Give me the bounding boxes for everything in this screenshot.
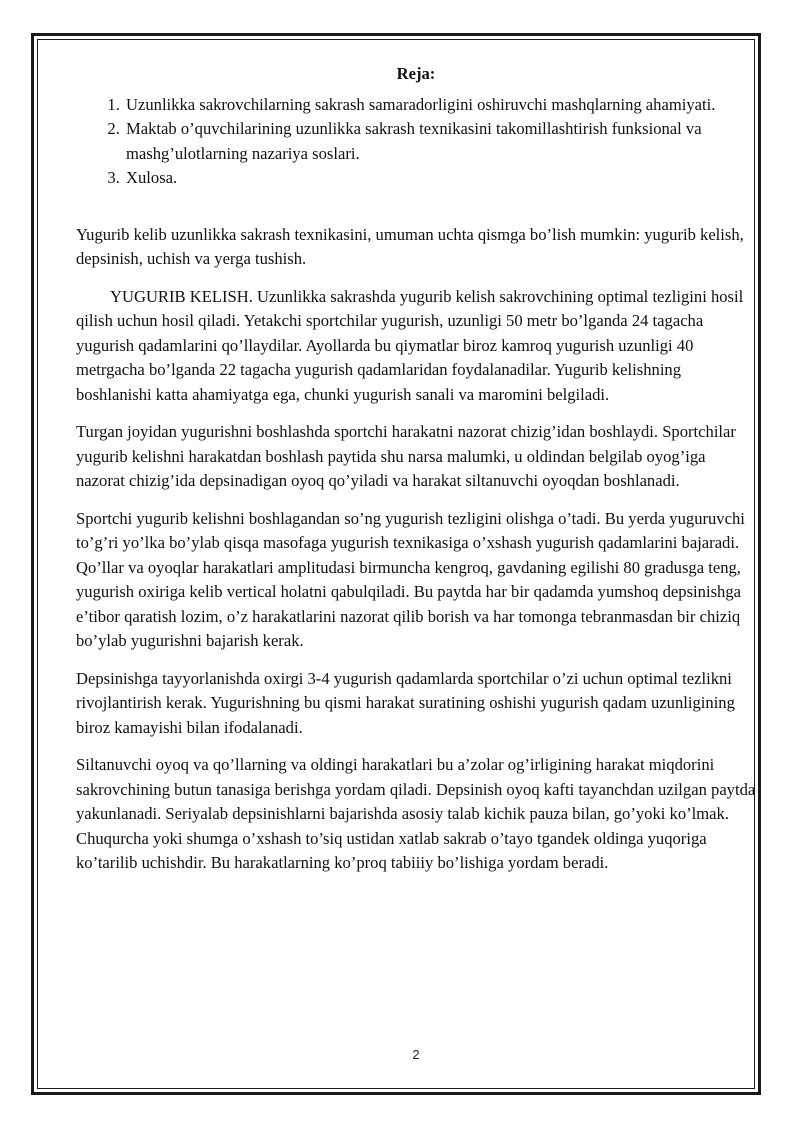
paragraph-takeoff-prep: Depsinishga tayyorlanishda oxirgi 3-4 yugurish qadamlarda sportchilar o’zi uchun optimal tezlikni rivojlantirish kerak. Yugurishning bu qismi harakat suratining oshishi yugurish qadam uzunligining biroz kamayishi bilan ifodalanadi. <box>76 668 735 737</box>
paragraph-start: Turgan joyidan yugurishni boshlashda sportchi harakatni nazorat chizig’idan boshlaydi. Sportchilar yugurib kelishni harakatdan boshlash paytida shu narsa malumki, u oldindan belgilab oyog’iga nazorat chizig’ida depsinadigan oyoq qo’yiladi va harakat siltanuvchi oyoqdan boshlanadi. <box>76 422 736 490</box>
page-number: 2 <box>412 1047 420 1062</box>
plan-item: 3. Xulosa. <box>124 166 756 191</box>
paragraph-acceleration: Sportchi yugurib kelishni boshlagandan so’ng yugurish tezligini olishga o’tadi. Bu yerda yuguruvchi to’g’ri yo’lka bo’ylab qisqa masofaga yugurish texnikasiga o’xshash yugurish qadamlarini bajaradi. Qo’llar va oyoqlar harakatlari amplitudasi birmuncha kengroq, gavdaning egilishi 80 gradusga teng, yugurish oxiriga kelib vertical holatni qabulqiladi. Bu paytda har bir qadamda yumshoq depsinishga e’tibor qaratish lozim, o’z harakatlarini nazorat qilib borish va har tomonga tebranmasdan bir chiziq bo’ylab yugurishni bajarish kerak. <box>76 508 745 650</box>
paragraph-takeoff: Siltanuvchi oyoq va qo’llarning va oldingi harakatlari bu a’zolar og’irligining harakat miqdorini sakrovchining butun tanasiga berishga yordam qiladi. Depsinish oyoq kafti tayanchdan uzilgan paytda yakunlanadi. Seriyalab depsinishlarni bajarishda asosiy talab kichik pauza bilan, go’yoki ko’lmak. Chuqurcha yoki shumga o’xshash to’siq ustidan xatlab sakrab o’tayo tgandek oldinga yuqoriga ko’tarilib uchishdir. Bu harakatlarning ko’proq tabiiiy bo’lishiga yordam beradi. <box>76 755 756 872</box>
plan-item: 2. Maktab o’quvchilarining uzunlikka sakrash texnikasini takomillashtirish funksional va mashg’ulotlarning nazariya soslari. <box>124 117 756 166</box>
plan-item: 1. Uzunlikka sakrovchilarning sakrash samaradorligini oshiruvchi mashqlarning ahamiyati. <box>124 93 756 118</box>
document-body <box>76 62 756 876</box>
paragraph-intro: Yugurib kelib uzunlikka sakrash texnikasini, umuman uchta qismga bo’lish mumkin: yugurib kelish, depsinish, uchish va yerga tushish. <box>76 224 744 268</box>
plan-title: Reja: <box>396 64 436 83</box>
plan-list <box>76 93 756 191</box>
paragraph-run-up: YUGURIB KELISH. Uzunlikka sakrashda yugurib kelish sakrovchining optimal tezligini hosil qilish uchun hosil qiladi. Yetakchi sportchilar yugurish, uzunligi 50 metr bo’lganda 24 tagacha yugurish qadamlarini qo’llaydilar. Ayollarda bu qiymatlar biroz kamroq yugurish uzunligi 40 metrgacha bo’lganda 22 tagacha yugurish qadamlaridan foydalanadilar. Yugurib kelishning boshlanishi katta ahamiyatga ega, chunki yugurish sanali va maromini belgiladi. <box>76 286 744 404</box>
